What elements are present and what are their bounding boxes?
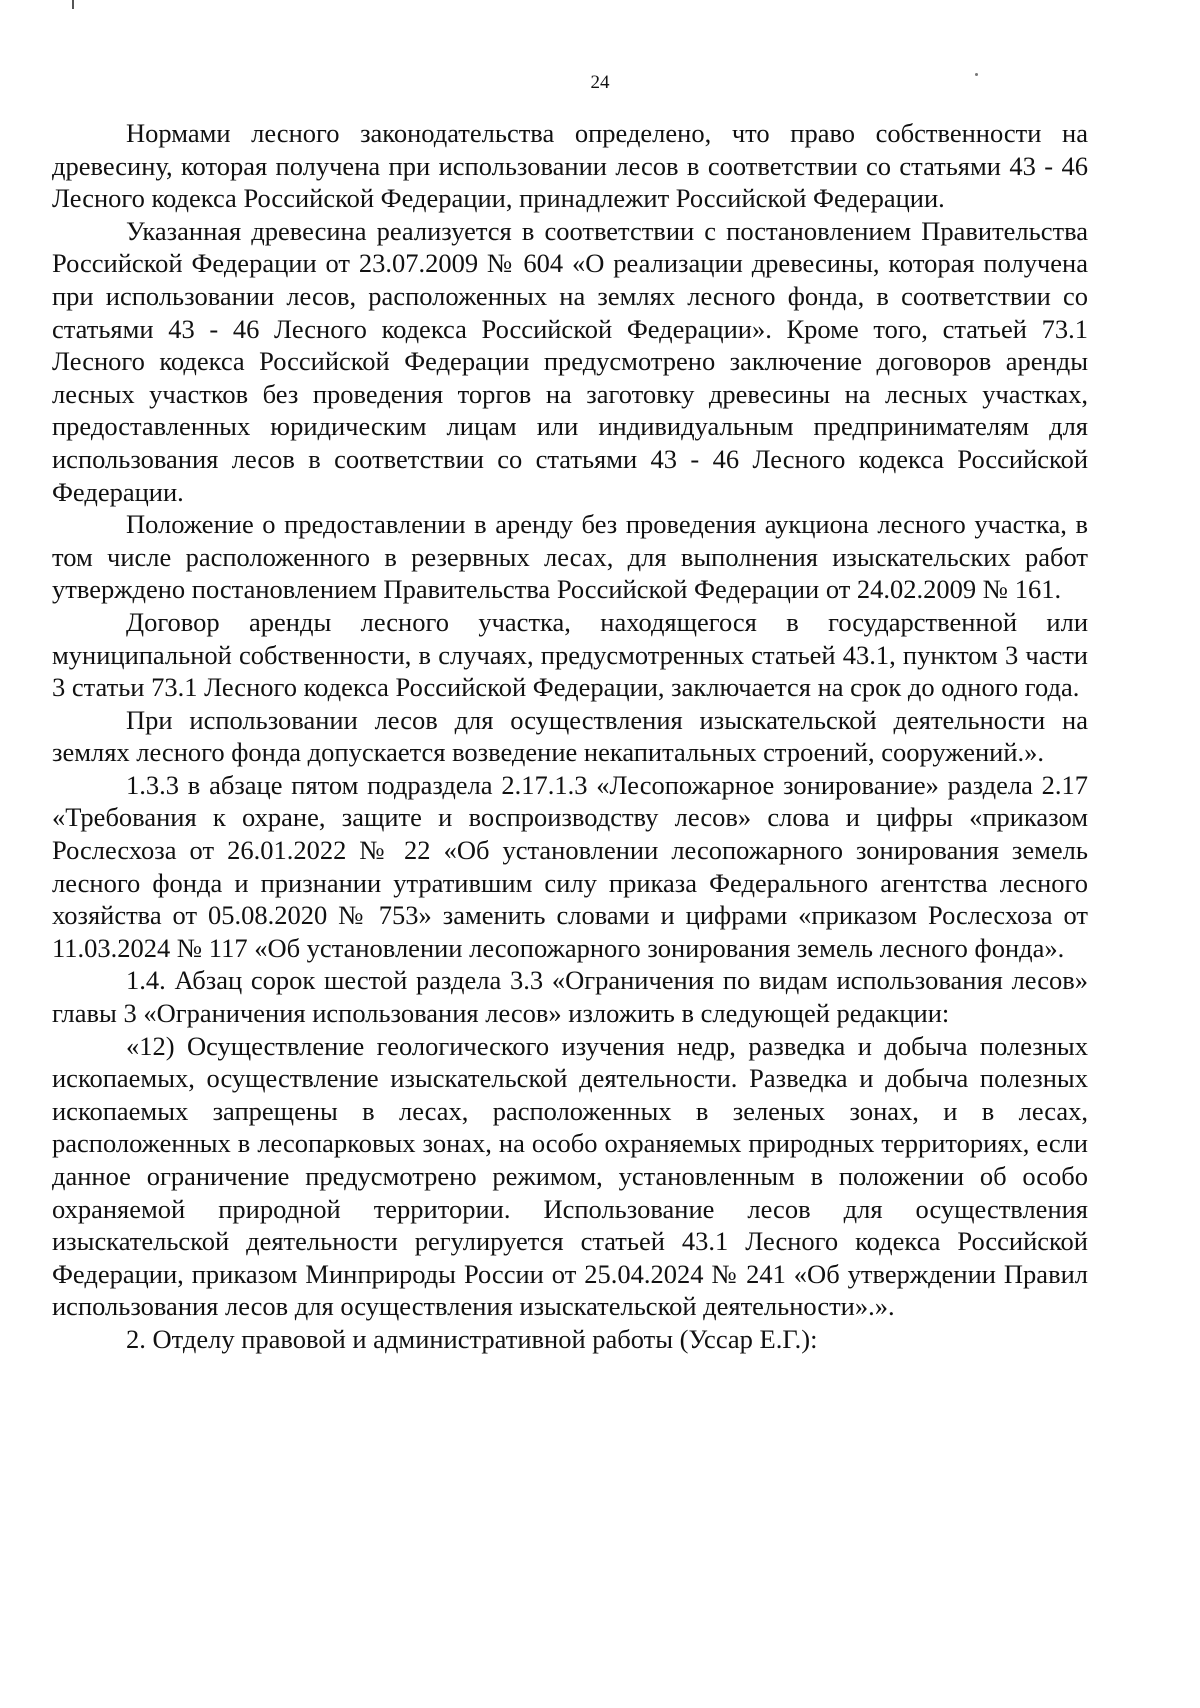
paragraph-1-3-3: 1.3.3 в абзаце пятом подраздела 2.17.1.3 «Лесопожарное зонирование» раздела 2.17 «Требования к охране, защите и воспроизводству лесов» слова и цифры «приказом Рослесхоза от 26.01.2022 № 22 «Об установлении лесопожарного зонирования земель лесного фонда и признании утратившим силу приказа Федерального агентства лесного хозяйства от 05.08.2020 № 753» заменить словами и цифрами «приказом Рослесхоза от 11.03.2024 № 117 «Об установлении лесопожарного зонирования земель лесного фонда». [52,769,1088,963]
scan-mark [72,0,74,9]
page-number: 24 [590,72,610,93]
document-body [52,117,1088,1356]
paragraph-wood-sale: Указанная древесина реализуется в соответствии с постановлением Правительства Российской Федерации от 23.07.2009 № 604 «О реализации древесины, которая получена при использовании лесов, расположенных на землях лесного фонда, в соответствии со статьями 43 - 46 Лесного кодекса Российской Федерации». Кроме того, статьей 73.1 Лесного кодекса Российской Федерации предусмотрено заключение договоров аренды лесных участков без проведения торгов на заготовку древесины на лесных участках, предоставленных юридическим лицам или индивидуальным предпринимателям для использования лесов в соответствии со статьями 43 - 46 Лесного кодекса Российской Федерации. [52,215,1088,507]
paragraph-lease-regulation: Положение о предоставлении в аренду без проведения аукциона лесного участка, в том числе расположенного в резервных лесах, для выполнения изыскательских работ утверждено постановлением Правительства Российской Федерации от 24.02.2009 № 161. [52,509,1088,605]
paragraph-ownership: Нормами лесного законодательства определено, что право собственности на древесину, которая получена при использовании лесов в соответствии со статьями 43 - 46 Лесного кодекса Российской Федерации, принадлежит Российской Федерации. [52,118,1088,214]
paragraph-1-4: 1.4. Абзац сорок шестой раздела 3.3 «Ограничения по видам использования лесов» главы 3 «Ограничения использования лесов» изложить в следующей редакции: [52,965,1088,1029]
paragraph-quote-12: «12) Осуществление геологического изучения недр, разведка и добыча полезных ископаемых, осуществление изыскательской деятельности. Разведка и добыча полезных ископаемых запрещены в лесах, расположенных в зеленых зонах, и в лесах, расположенных в лесопарковых зонах, на особо охраняемых природных территориях, если данное ограничение предусмотрено режимом, установленным в положении об особо охраняемой природной территории. Использование лесов для осуществления изыскательской деятельности регулируется статьей 43.1 Лесного кодекса Российской Федерации, приказом Минприроды России от 25.04.2024 № 241 «Об утверждении Правил использования лесов для осуществления изыскательской деятельности».». [52,1030,1088,1322]
paragraph-2: 2. Отделу правовой и административной работы (Уссар Е.Г.): [126,1323,818,1354]
paragraph-lease-term: Договор аренды лесного участка, находящегося в государственной или муниципальной собственности, в случаях, предусмотренных статьей 43.1, пунктом 3 части 3 статьи 73.1 Лесного кодекса Российской Федерации, заключается на срок до одного года. [52,606,1088,703]
paragraph-structures: При использовании лесов для осуществления изыскательской деятельности на землях лесного фонда допускается возведение некапитальных строений, сооружений.». [52,704,1088,768]
